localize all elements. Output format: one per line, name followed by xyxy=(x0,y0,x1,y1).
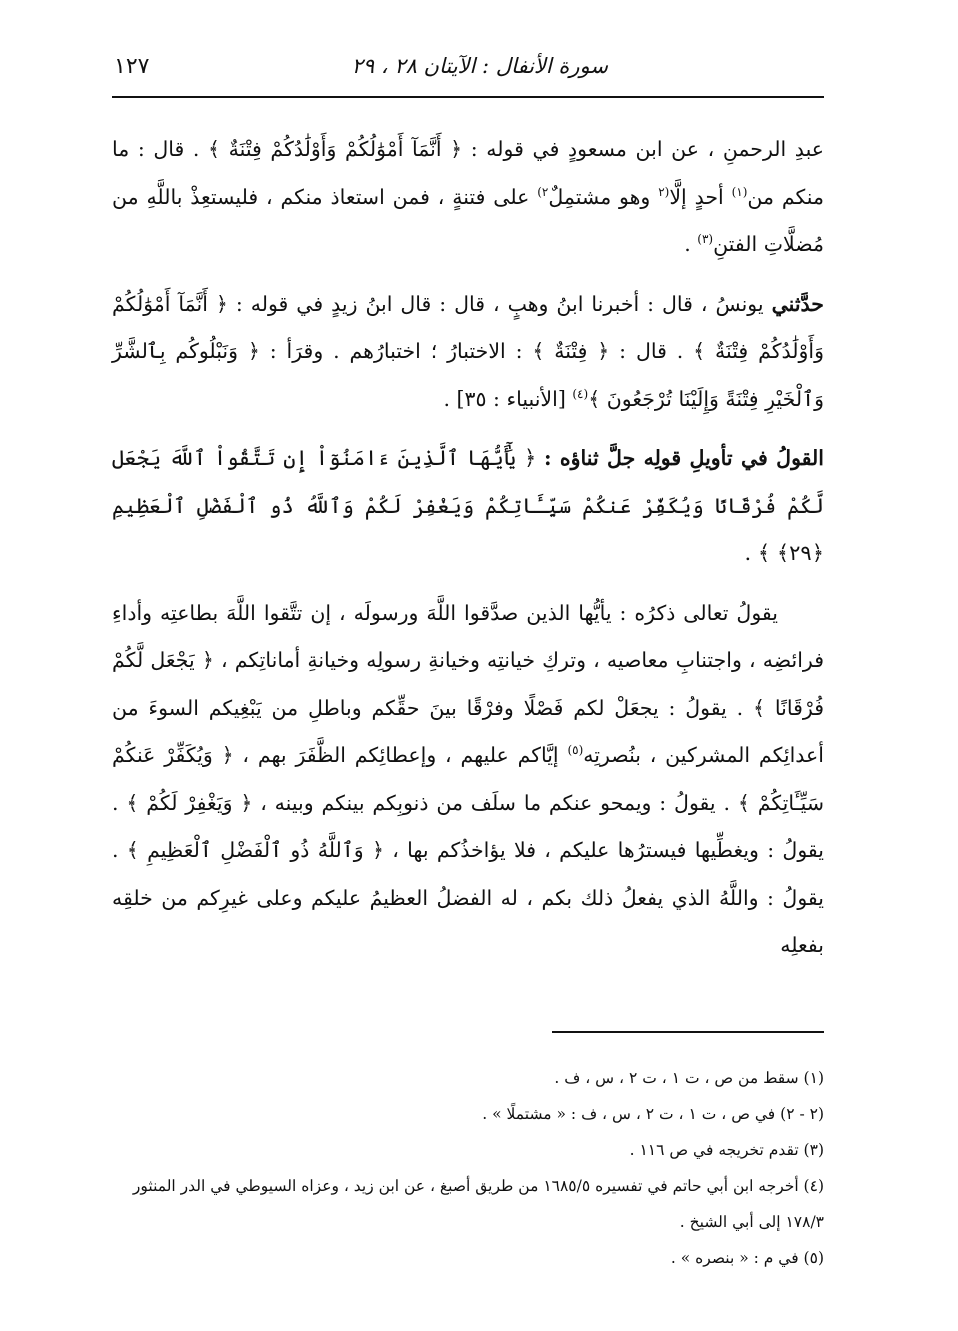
paragraph-1-end: . xyxy=(684,232,691,256)
paragraph-3 xyxy=(112,435,824,578)
paragraph-4 xyxy=(112,590,824,970)
paragraph-4-text: يقولُ تعالى ذكرُه : يأيُّها الذين صدَّقوا اللَّهَ ورسولَه ، إن تتَّقوا اللَّهَ بطاعتِه وأداءِ فرائضِه ، واجتنابِ معاصيه ، وتركِ خيانتِه وخيانةِ رسولِه وخيانةِ أماناتِكم ، ﴿ يَجْعَل لَّكُمْ فُرْقَانًا ﴾ . يقولُ : يجعَلْ لكم فَصْلًا وفرْقًا بينَ حقِّكم وباطلِ من يَبْغِيكم السوءَ من أعدائِكم المشركين ، بنُصرتِه xyxy=(112,600,824,767)
footnote-ref-2-open: (٢ xyxy=(658,184,670,199)
paragraph-1 xyxy=(112,126,824,269)
page-number: ١٢٧ xyxy=(114,54,150,79)
footnote-ref-5: (٥) xyxy=(567,743,584,758)
paragraph-2-lead: حدَّثني xyxy=(771,291,824,316)
footnote-2: (٢ - ٢) في ص ، ت ١ ، ت ٢ ، س ، ف : « مشتملًا » . xyxy=(482,1105,824,1123)
footnote-ref-2-close: ٢) xyxy=(537,184,549,199)
paragraph-1-text: عبدِ الرحمنِ ، عن ابن مسعودٍ في قوله : ﴿ أَنَّمَآ أَمْوَٰلُكُمْ وَأَوْلَٰدُكُمْ فِتْنَةٌ ﴾ . قال : ما منكم من xyxy=(112,137,824,209)
paragraph-1-part-a: أحدٍ إلَّا xyxy=(669,184,724,209)
main-text xyxy=(112,126,824,970)
paragraph-1-part-b: وهو مشتمِلٌ xyxy=(548,184,651,209)
footnote-ref-1: (١) xyxy=(731,184,748,199)
paragraph-4-tail: إيَّاكم عليهم ، وإعطائِكم الظَّفَرَ بهم ، ﴿ وَيُكَفِّرْ عَنكُمْ سَيِّـَٔاتِكُمْ ﴾ . يقولُ : ويمحو عنكم ما سلَف من ذنوبِكم بينكم وبينه ، ﴿ وَيَغْفِرْ لَكُمْ ﴾ . يقولُ : ويغطِّيها فيسترُها عليكم ، فلا يؤاخذُكم بها ، ﴿ وَٱللَّهُ ذُو ٱلْفَضْلِ ٱلْعَظِيمِ ﴾ . يقولُ : واللَّهُ الذي يفعلُ ذلك بكم ، له الفضلُ العظيمُ عليكم وعلى غيرِكم من خلقِه بفعلِه xyxy=(112,743,824,957)
header-rule xyxy=(112,96,824,98)
quran-citation: [الأنبياء : ٣٥] . xyxy=(443,386,566,411)
paragraph-3-lead: القولُ في تأويلِ قولِه جلَّ ثناؤه : xyxy=(544,446,824,470)
footnote-3: (٣) تقدم تخريجه في ص ١١٦ . xyxy=(629,1141,824,1159)
footnotes xyxy=(112,1060,824,1276)
footnote-ref-3: (٣) xyxy=(697,232,714,247)
running-header xyxy=(112,52,824,92)
paragraph-2 xyxy=(112,281,824,424)
footnote-5: (٥) في م : « بنصره » . xyxy=(670,1249,824,1267)
footnote-rule xyxy=(552,1031,824,1033)
paragraph-1-part-c: على فتنةٍ ، فمن استعاذ منكم ، فليستعِذْ باللَّهِ من مُضلَّاتِ الفتنِ xyxy=(112,184,824,256)
surah-title: سورة الأنفال : الآيتان ٢٨ ، ٢٩ xyxy=(351,54,608,78)
paragraph-3-verse: ﴿ يَٰٓأَيُّهَا ٱلَّذِينَ ءَامَنُوٓاْ إِن تَتَّقُواْ ٱللَّهَ يَجْعَل لَّكُمْ فُرْقَانًا وَيُكَفِّرْ عَنكُمْ سَيِّـَٔاتِكُمْ وَيَغْفِرْ لَكُمْ وَٱللَّهُ ذُو ٱلْفَضْلِ ٱلْعَظِيمِ ﴿٢٩﴾ ﴾ . xyxy=(112,446,824,565)
paragraph-2-text: يونسُ ، قال : أخبرنا ابنُ وهبٍ ، قال : قال ابنُ زيدٍ في قوله : ﴿ أَنَّمَآ أَمْوَٰلُكُمْ وَأَوْلَٰدُكُمْ فِتْنَةٌ ﴾ . قال : ﴿ فِتْنَةٌ ﴾ : الاختبارُ ؛ اختبارُهم . وقرَأ : ﴿ وَنَبْلُوكُم بِٱلشَّرِّ وَٱلْخَيْرِ فِتْنَةً وَإِلَيْنَا تُرْجَعُونَ ﴾ xyxy=(112,291,824,411)
footnote-4: (٤) أخرجه ابن أبي حاتم في تفسيره ١٦٨٥/٥ من طريق أصبغ ، عن ابن زيد ، وعزاه السيوطي في الدر المنثور xyxy=(132,1177,824,1195)
footnote-1: (١) سقط من ص ، ت ١ ، ت ٢ ، س ، ف . xyxy=(554,1069,824,1087)
footnote-ref-4: (٤) xyxy=(572,386,589,401)
footnote-4-continuation: ١٧٨/٣ إلى أبي الشيخ . xyxy=(679,1213,824,1231)
